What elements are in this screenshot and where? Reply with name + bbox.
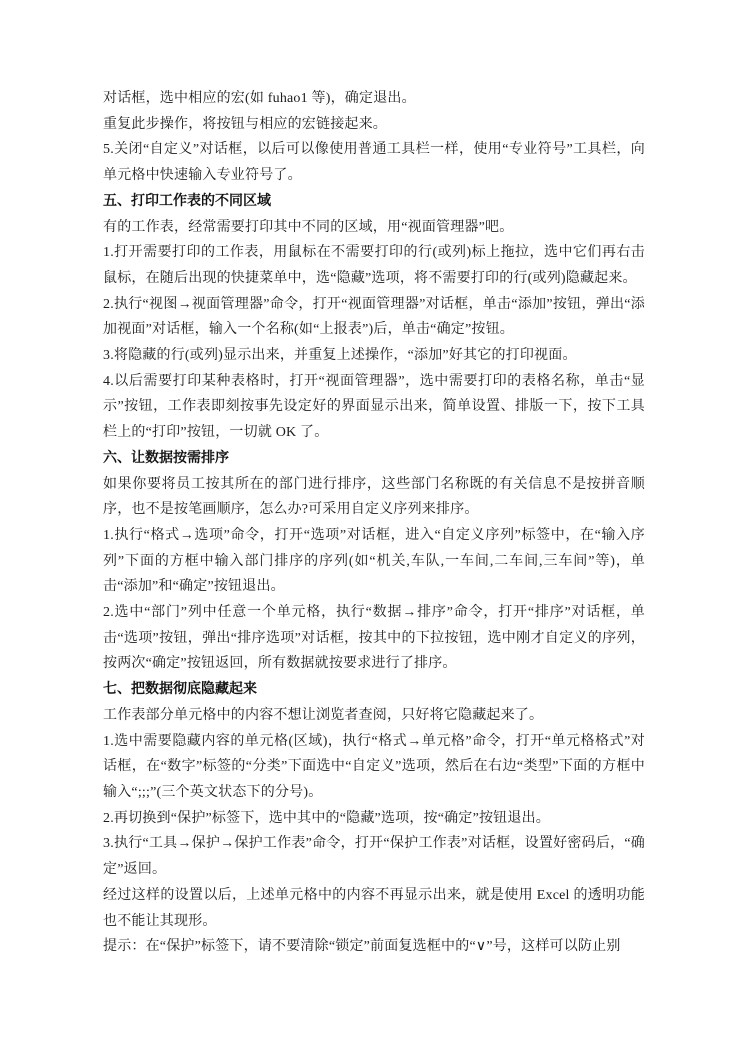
section-heading: 七、把数据彻底隐藏起来 [103, 682, 257, 698]
paragraph: 工作表部分单元格中的内容不想让浏览者查阅，只好将它隐藏起来了。 [103, 707, 544, 723]
section-heading: 五、打印工作表的不同区域 [103, 193, 271, 209]
paragraph: 3.执行“工具→保护→保护工作表”命令，打开“保护工作表”对话框，设置好密码后，“确定”返回。 [103, 836, 645, 878]
paragraph: 1.打开需要打印的工作表，用鼠标在不需要打印的行(或列)标上拖拉，选中它们再右击鼠标，在随后出现的快捷菜单中，选“隐藏”选项，将不需要打印的行(或列)隐藏起来。 [103, 245, 645, 286]
paragraph: 1.执行“格式→选项”命令，打开“选项”对话框，进入“自定义序列”标签中，在“输入序列”下面的方框中输入部门排序的序列(如“机关,车队,一车间,二车间,三车间”等)，单击“添加”和“确定”按钮退出。 [103, 527, 645, 595]
section-heading: 六、让数据按需排序 [103, 450, 229, 466]
paragraph: 对话框，选中相应的宏(如 fuhao1 等)，确定退出。 [103, 91, 416, 106]
document-text-content [103, 86, 645, 960]
paragraph: 如果你要将员工按其所在的部门进行排序，这些部门名称既的有关信息不是按拼音顺序，也不是按笔画顺序，怎么办?可采用自定义序列来排序。 [103, 476, 645, 518]
paragraph: 提示：在“保护”标签下，请不要清除“锁定”前面复选框中的“∨”号，这样可以防止别 [103, 939, 621, 955]
paragraph: 2.选中“部门”列中任意一个单元格，执行“数据→排序”命令，打开“排序”对话框，单击“选项”按钮，弹出“排序选项”对话框，按其中的下拉按钮，选中刚才自定义的序列，按两次“确定”按钮返回，所有数据就按要求进行了排序。 [103, 605, 645, 672]
paragraph: 3.将隐藏的行(或列)显示出来，并重复上述操作，“添加”好其它的打印视面。 [103, 348, 577, 364]
paragraph: 5.关闭“自定义”对话框，以后可以像使用普通工具栏一样，使用“专业符号”工具栏，向单元格中快速输入专业符号了。 [103, 142, 645, 184]
paragraph: 2.执行“视图→视面管理器”命令，打开“视面管理器”对话框，单击“添加”按钮，弹出“添加视面”对话框，输入一个名称(如“上报表”)后，单击“确定”按钮。 [103, 296, 645, 338]
paragraph: 2.再切换到“保护”标签下，选中其中的“隐藏”选项，按“确定”按钮退出。 [103, 810, 550, 826]
paragraph: 1.选中需要隐藏内容的单元格(区域)，执行“格式→单元格”命令，打开“单元格格式”对话框，在“数字”标签的“分类”下面选中“自定义”选项，然后在右边“类型”下面的方框中输入“;;;”(三个英文状态下的分号)。 [103, 733, 645, 800]
paragraph: 有的工作表，经常需要打印其中不同的区域，用“视面管理器”吧。 [103, 219, 514, 235]
paragraph: 4.以后需要打印某种表格时，打开“视面管理器”，选中需要打印的表格名称，单击“显示”按钮，工作表即刻按事先设定好的界面显示出来，简单设置、排版一下，按下工具栏上的“打印”按钮，一切就 OK 了。 [103, 373, 645, 441]
paragraph: 重复此步操作，将按钮与相应的宏链接起来。 [103, 116, 387, 132]
paragraph: 经过这样的设置以后，上述单元格中的内容不再显示出来，就是使用 Excel 的透明功能也不能让其现形。 [103, 887, 645, 929]
